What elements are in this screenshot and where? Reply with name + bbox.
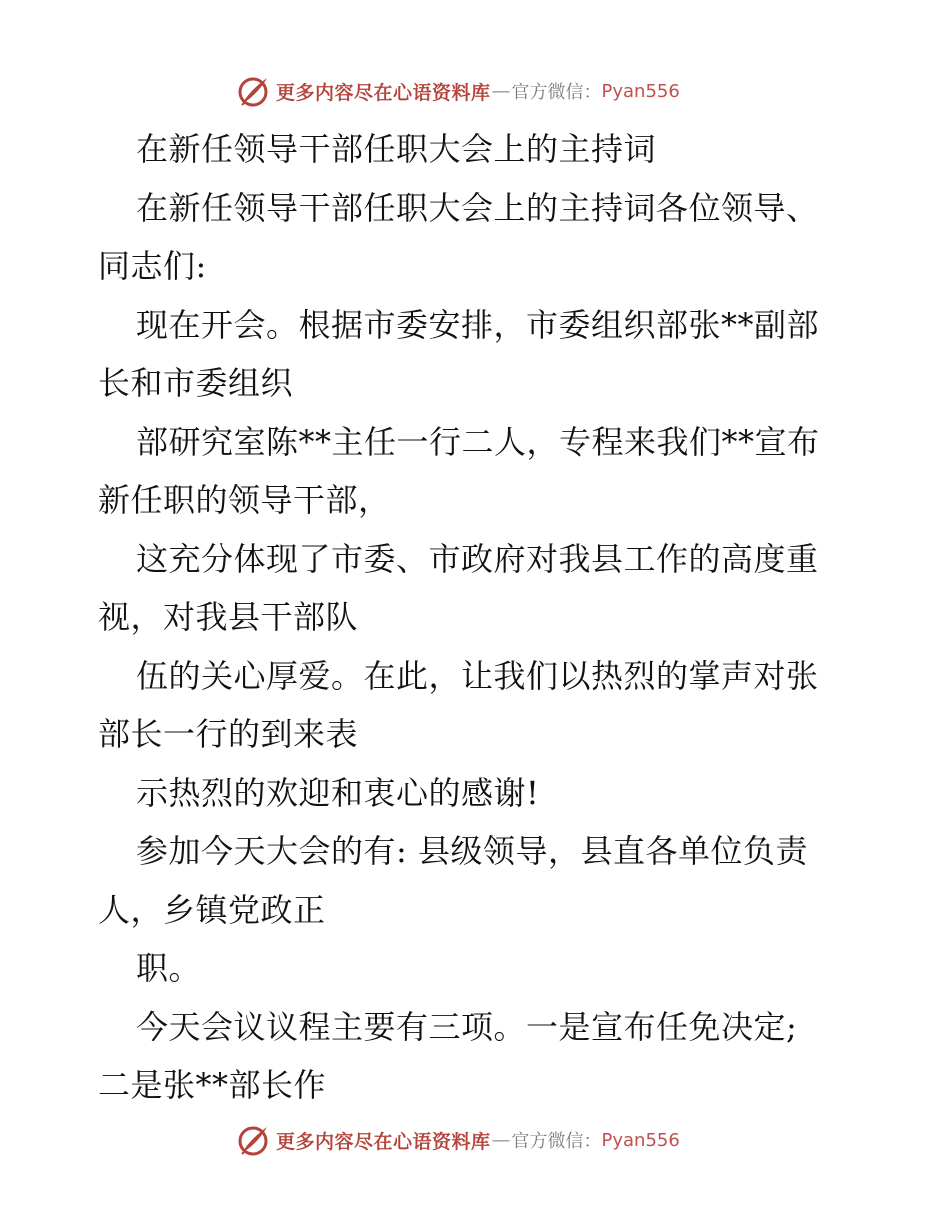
paragraph-line: 视，对我县干部队 (98, 598, 359, 636)
banner-main-text: 更多内容尽在心语资料库 (276, 1130, 491, 1153)
header-watermark-banner (236, 71, 680, 111)
quill-logo-icon (236, 74, 270, 108)
document-title: 在新任领导干部任职大会上的主持词 (136, 130, 657, 168)
paragraph-line: 同志们: (98, 247, 207, 285)
paragraph-line: 二是张**部长作 (98, 1066, 327, 1104)
banner-wechat-label: 官方微信： (511, 1131, 602, 1152)
paragraph-line: 伍的关心厚爱。在此，让我们以热烈的掌声对张 (136, 656, 819, 695)
paragraph-line: 这充分体现了市委、市政府对我县工作的高度重 (136, 539, 819, 578)
paragraph-line: 今天会议议程主要有三项。一是宣布任免决定; (136, 1007, 798, 1046)
paragraph-line: 现在开会。根据市委安排，市委组织部张**副部 (136, 305, 820, 344)
banner-separator: — (491, 1129, 511, 1151)
paragraph-line: 部长一行的到来表 (98, 715, 359, 753)
paragraph-line: 在新任领导干部任职大会上的主持词各位领导、 (136, 188, 819, 227)
paragraph-line: 示热烈的欢迎和衷心的感谢! (136, 773, 540, 812)
footer-watermark-banner (236, 1120, 680, 1160)
paragraph-line: 长和市委组织 (98, 364, 294, 402)
paragraph-line: 人，乡镇党政正 (98, 890, 326, 929)
banner-wechat-id: Pyan556 (601, 1129, 680, 1151)
paragraph-line: 新任职的领导干部， (98, 481, 391, 519)
banner-wechat-id: Pyan556 (601, 80, 680, 102)
document-body (98, 120, 858, 1115)
quill-logo-icon (236, 1123, 270, 1157)
banner-wechat-label: 官方微信： (511, 82, 602, 103)
paragraph-line: 部研究室陈**主任一行二人，专程来我们**宣布 (136, 422, 820, 461)
banner-main-text: 更多内容尽在心语资料库 (276, 81, 491, 104)
banner-separator: — (491, 80, 511, 102)
paragraph-line: 参加今天大会的有: 县级领导，县直各单位负责 (136, 832, 808, 870)
paragraph-line: 职。 (136, 949, 202, 987)
